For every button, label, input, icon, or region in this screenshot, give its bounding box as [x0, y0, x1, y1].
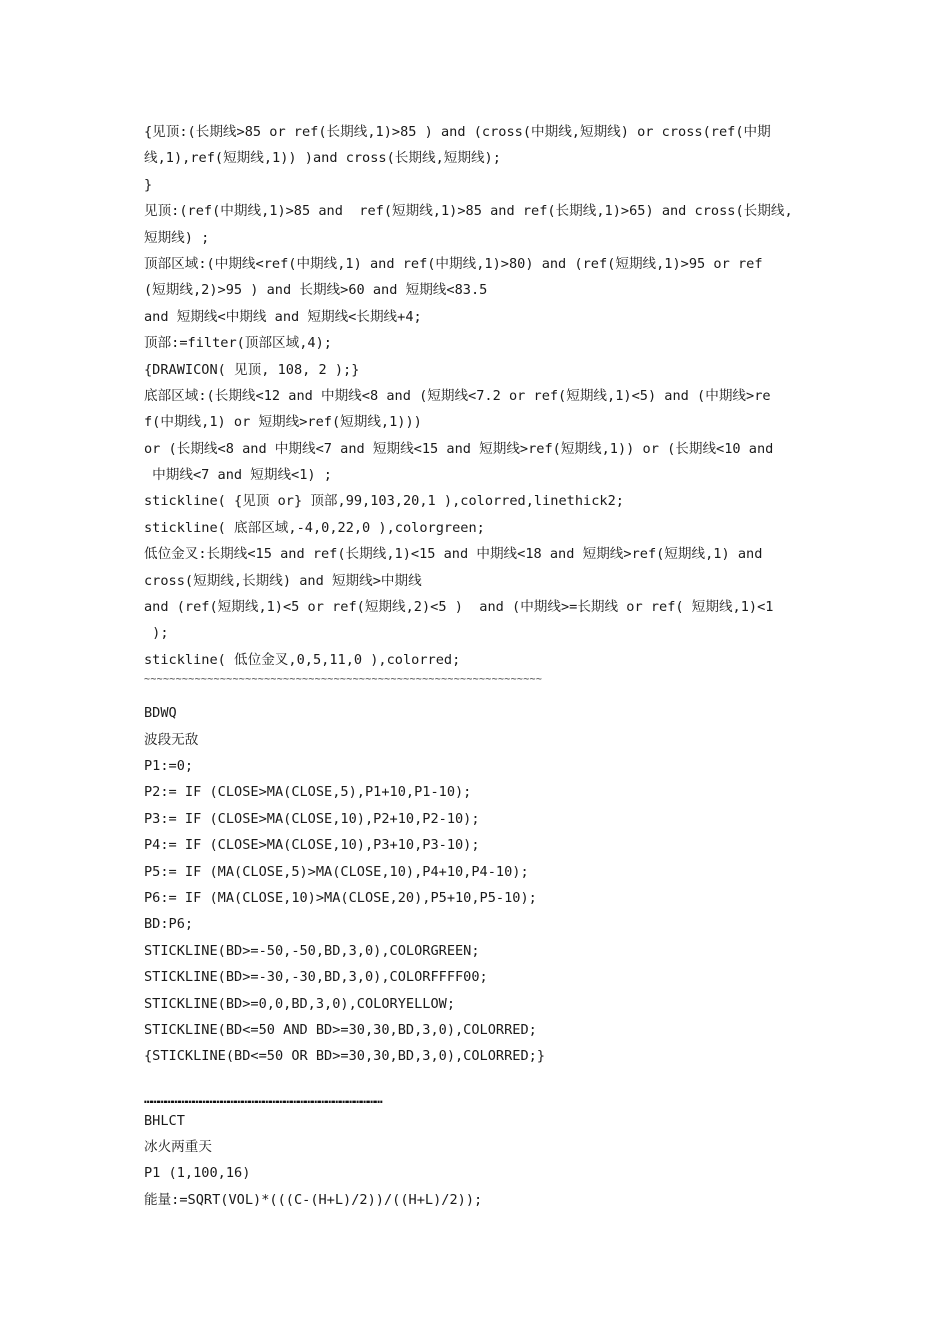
text-line: 见顶:(ref(中期线,1)>85 and ref(短期线,1)>85 and ref(长期线,1)>65) and cross(长期线,	[144, 203, 793, 220]
text-line: (短期线,2)>95 ) and 长期线>60 and 短期线<83.5	[144, 282, 488, 299]
tilde-separator: ~~~~~~~~~~~~~~~~~~~~~~~~~~~~~~~~~~~~~~~~~~~~~~~~~~~~~~~~~~~~~~~	[144, 674, 543, 686]
text-line: STICKLINE(BD<=50 AND BD>=30,30,BD,3,0),COLORRED;	[144, 1021, 537, 1038]
spacer	[144, 686, 816, 700]
text-line: {见顶:(长期线>85 or ref(长期线,1)>85 ) and (cross(中期线,短期线) or cross(ref(中期	[144, 124, 771, 140]
text-line: 中期线<7 and 短期线<1) ;	[144, 467, 332, 484]
formula-text-body	[144, 119, 816, 1213]
text-line: STICKLINE(BD>=-30,-30,BD,3,0),COLORFFFF00;	[144, 969, 488, 986]
text-line: P6:= IF (MA(CLOSE,10)>MA(CLOSE,20),P5+10,P5-10);	[144, 889, 537, 906]
section-code: BDWQ	[144, 705, 177, 722]
text-line: P3:= IF (CLOSE>MA(CLOSE,10),P2+10,P2-10);	[144, 810, 480, 827]
spacer	[144, 1070, 816, 1084]
text-line: {DRAWICON( 见顶, 108, 2 );}	[144, 361, 360, 378]
text-line: 能量:=SQRT(VOL)*(((C-(H+L)/2))/((H+L)/2));	[144, 1191, 483, 1208]
text-line: or (长期线<8 and 中期线<7 and 短期线<15 and 短期线>ref(短期线,1)) or (长期线<10 and	[144, 440, 774, 457]
text-line: 短期线) ;	[144, 229, 210, 246]
text-line: and (ref(短期线,1)<5 or ref(短期线,2)<5 ) and (中期线>=长期线 or ref( 短期线,1)<1	[144, 599, 774, 616]
text-line: 顶部区域:(中期线<ref(中期线,1) and ref(中期线,1)>80) and (ref(短期线,1)>95 or ref	[144, 255, 763, 272]
text-line: );	[144, 625, 169, 642]
text-line: and 短期线<中期线 and 短期线<长期线+4;	[144, 308, 422, 325]
text-line: 低位金叉:长期线<15 and ref(长期线,1)<15 and 中期线<18 and 短期线>ref(短期线,1) and	[144, 546, 763, 563]
text-line: cross(短期线,长期线) and 短期线>中期线	[144, 572, 422, 589]
section-code: BHLCT	[144, 1112, 185, 1129]
text-line: 顶部:=filter(顶部区域,4);	[144, 335, 332, 352]
text-line: P5:= IF (MA(CLOSE,5)>MA(CLOSE,10),P4+10,P4-10);	[144, 863, 529, 880]
text-line: 底部区域:(长期线<12 and 中期线<8 and (短期线<7.2 or ref(短期线,1)<5) and (中期线>re	[144, 387, 771, 404]
section-title: 波段无敌	[144, 731, 199, 748]
text-line: stickline( 低位金叉,0,5,11,0 ),colorred;	[144, 651, 461, 668]
text-line: 线,1),ref(短期线,1)) )and cross(长期线,短期线);	[144, 150, 501, 167]
text-line: P2:= IF (CLOSE>MA(CLOSE,5),P1+10,P1-10);	[144, 784, 472, 801]
text-line: P1 (1,100,16)	[144, 1165, 251, 1182]
section-title: 冰火两重天	[144, 1139, 212, 1156]
text-line: STICKLINE(BD>=0,0,BD,3,0),COLORYELLOW;	[144, 995, 455, 1012]
text-line: stickline( {见顶 or} 顶部,99,103,20,1 ),colorred,linethick2;	[144, 493, 624, 510]
text-line: STICKLINE(BD>=-50,-50,BD,3,0),COLORGREEN;	[144, 942, 480, 959]
text-line: stickline( 底部区域,-4,0,22,0 ),colorgreen;	[144, 519, 485, 536]
text-line: BD:P6;	[144, 916, 194, 933]
text-line: P1:=0;	[144, 757, 194, 774]
text-line: {STICKLINE(BD<=50 OR BD>=30,30,BD,3,0),COLORRED;}	[144, 1048, 546, 1065]
text-line: f(中期线,1) or 短期线>ref(短期线,1)))	[144, 414, 422, 431]
text-line: P4:= IF (CLOSE>MA(CLOSE,10),P3+10,P3-10);	[144, 837, 480, 854]
dots-separator: …………………………………………………………………………………………	[144, 1090, 382, 1107]
text-line: }	[144, 176, 153, 193]
